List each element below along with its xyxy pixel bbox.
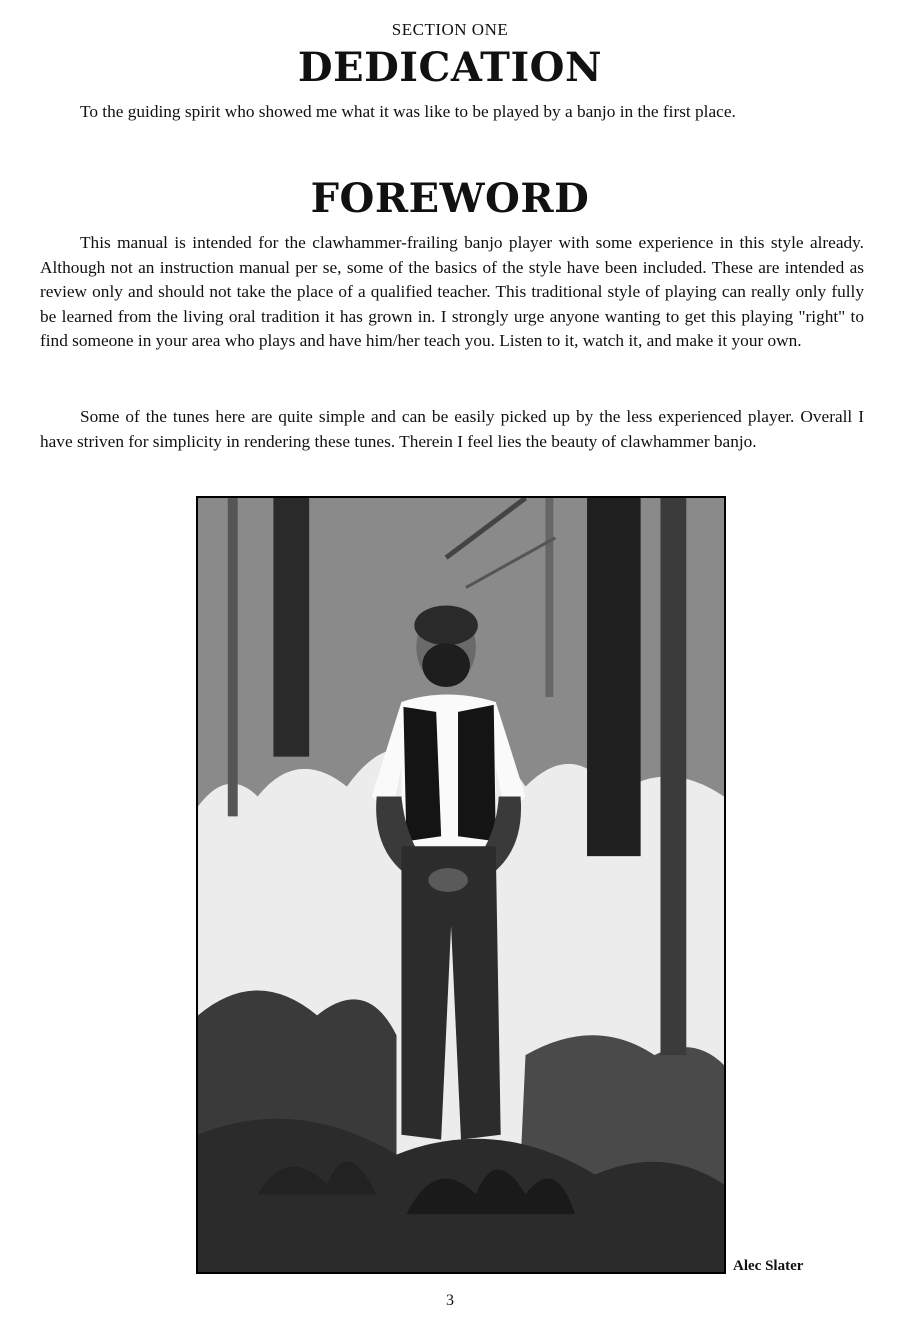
page-edge bbox=[0, 1330, 900, 1338]
author-photo bbox=[196, 496, 726, 1274]
foreword-heading: FOREWORD bbox=[310, 175, 590, 222]
forest-portrait-illustration bbox=[198, 498, 724, 1272]
foreword-paragraph-2: Some of the tunes here are quite simple and can be easily picked up by the less experienced player. Overall I have striven for simplicity in rendering these tunes. Therein I feel lies the beauty of clawhammer banjo. bbox=[40, 407, 864, 451]
foreword-paragraph-1: This manual is intended for the clawhammer-frailing banjo player with some experience in this style already. Although not an instruction manual per se, some of the basics of the style have been included. These are intended as review only and should not take the place of a qualified teacher. This traditional style of playing can really only fully be learned from the living oral tradition it has grown in. I strongly urge anyone wanting to get this playing "right" to find someone in your area who plays and have him/her teach you. Listen to it, watch it, and make it your own. bbox=[40, 233, 864, 350]
section-label: SECTION ONE bbox=[391, 20, 509, 39]
dedication-paragraph: To the guiding spirit who showed me what it was like to be played by a banjo in the first place. bbox=[80, 102, 736, 121]
page-number: 3 bbox=[446, 1292, 454, 1309]
photo-credit: Alec Slater bbox=[733, 1258, 804, 1274]
dedication-heading: DEDICATION bbox=[297, 44, 603, 91]
